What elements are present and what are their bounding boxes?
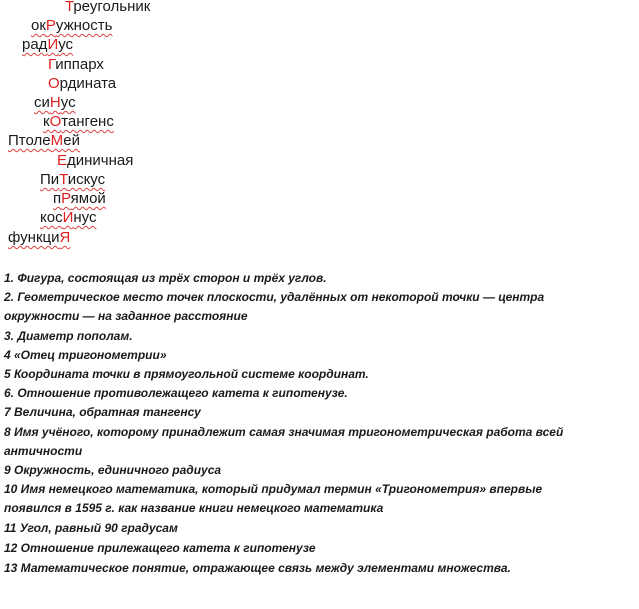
letter-highlight: И bbox=[62, 209, 74, 226]
letter-highlight: Е bbox=[57, 152, 68, 169]
letter-highlight: И bbox=[47, 36, 59, 53]
word-5: Ордината bbox=[48, 75, 117, 92]
word-12: косИнус bbox=[40, 209, 97, 226]
word-3: радИус bbox=[22, 36, 74, 53]
clue-9: 9 Окружность, единичного радиуса bbox=[4, 463, 222, 477]
letter-highlight: Р bbox=[61, 190, 71, 207]
word-4: Гиппарх bbox=[48, 56, 104, 73]
letter-highlight: Р bbox=[45, 17, 56, 34]
word-10: ПиТискус bbox=[40, 171, 106, 188]
clue-4: 4 «Отец тригонометрии» bbox=[4, 348, 167, 362]
word-6: сиНус bbox=[34, 94, 76, 111]
letter-highlight: Г bbox=[48, 56, 56, 73]
clue-1: 1. Фигура, состоящая из трёх сторон и трёх углов. bbox=[4, 271, 327, 285]
clue-8-continued: античности bbox=[4, 444, 83, 458]
clue-10-continued: появился в 1595 г. как название книги немецкого математика bbox=[4, 501, 384, 515]
clue-5: 5 Координата точки в прямоугольной системе координат. bbox=[4, 367, 369, 381]
letter-highlight: Я bbox=[59, 229, 71, 246]
word-11: пРямой bbox=[53, 190, 106, 207]
clue-8: 8 Имя учёного, которому принадлежит самая значимая тригонометрическая работа всей bbox=[4, 425, 564, 439]
clue-10: 10 Имя немецкого математика, который придумал термин «Тригонометрия» впервые bbox=[4, 482, 543, 496]
letter-highlight: О bbox=[49, 113, 62, 130]
clue-11: 11 Угол, равный 90 градусам bbox=[4, 521, 178, 535]
letter-highlight: Т bbox=[59, 171, 68, 188]
word-1: Треугольник bbox=[65, 0, 151, 15]
letter-highlight: О bbox=[48, 75, 60, 92]
word-7: кОтангенс bbox=[43, 113, 114, 130]
word-2: окРужность bbox=[31, 17, 113, 34]
letter-highlight: Н bbox=[49, 94, 61, 111]
clue-7: 7 Величина, обратная тангенсу bbox=[4, 405, 201, 419]
letter-highlight: Т bbox=[65, 0, 74, 15]
clue-12: 12 Отношение прилежащего катета к гипотенузе bbox=[4, 541, 316, 555]
clue-6: 6. Отношение противолежащего катета к гипотенузе. bbox=[4, 386, 348, 400]
clue-2-continued: окружности — на заданное расстояние bbox=[4, 309, 248, 323]
word-9: Единичная bbox=[57, 152, 134, 169]
clue-3: 3. Диаметр пополам. bbox=[4, 329, 133, 343]
word-8: ПтолеМей bbox=[8, 132, 80, 149]
clue-13: 13 Математическое понятие, отражающее связь между элементами множества. bbox=[4, 561, 511, 575]
word-13: функциЯ bbox=[8, 229, 71, 246]
clue-2: 2. Геометрическое место точек плоскости, удалённых от некоторой точки — центра bbox=[4, 290, 545, 304]
letter-highlight: М bbox=[50, 132, 64, 149]
